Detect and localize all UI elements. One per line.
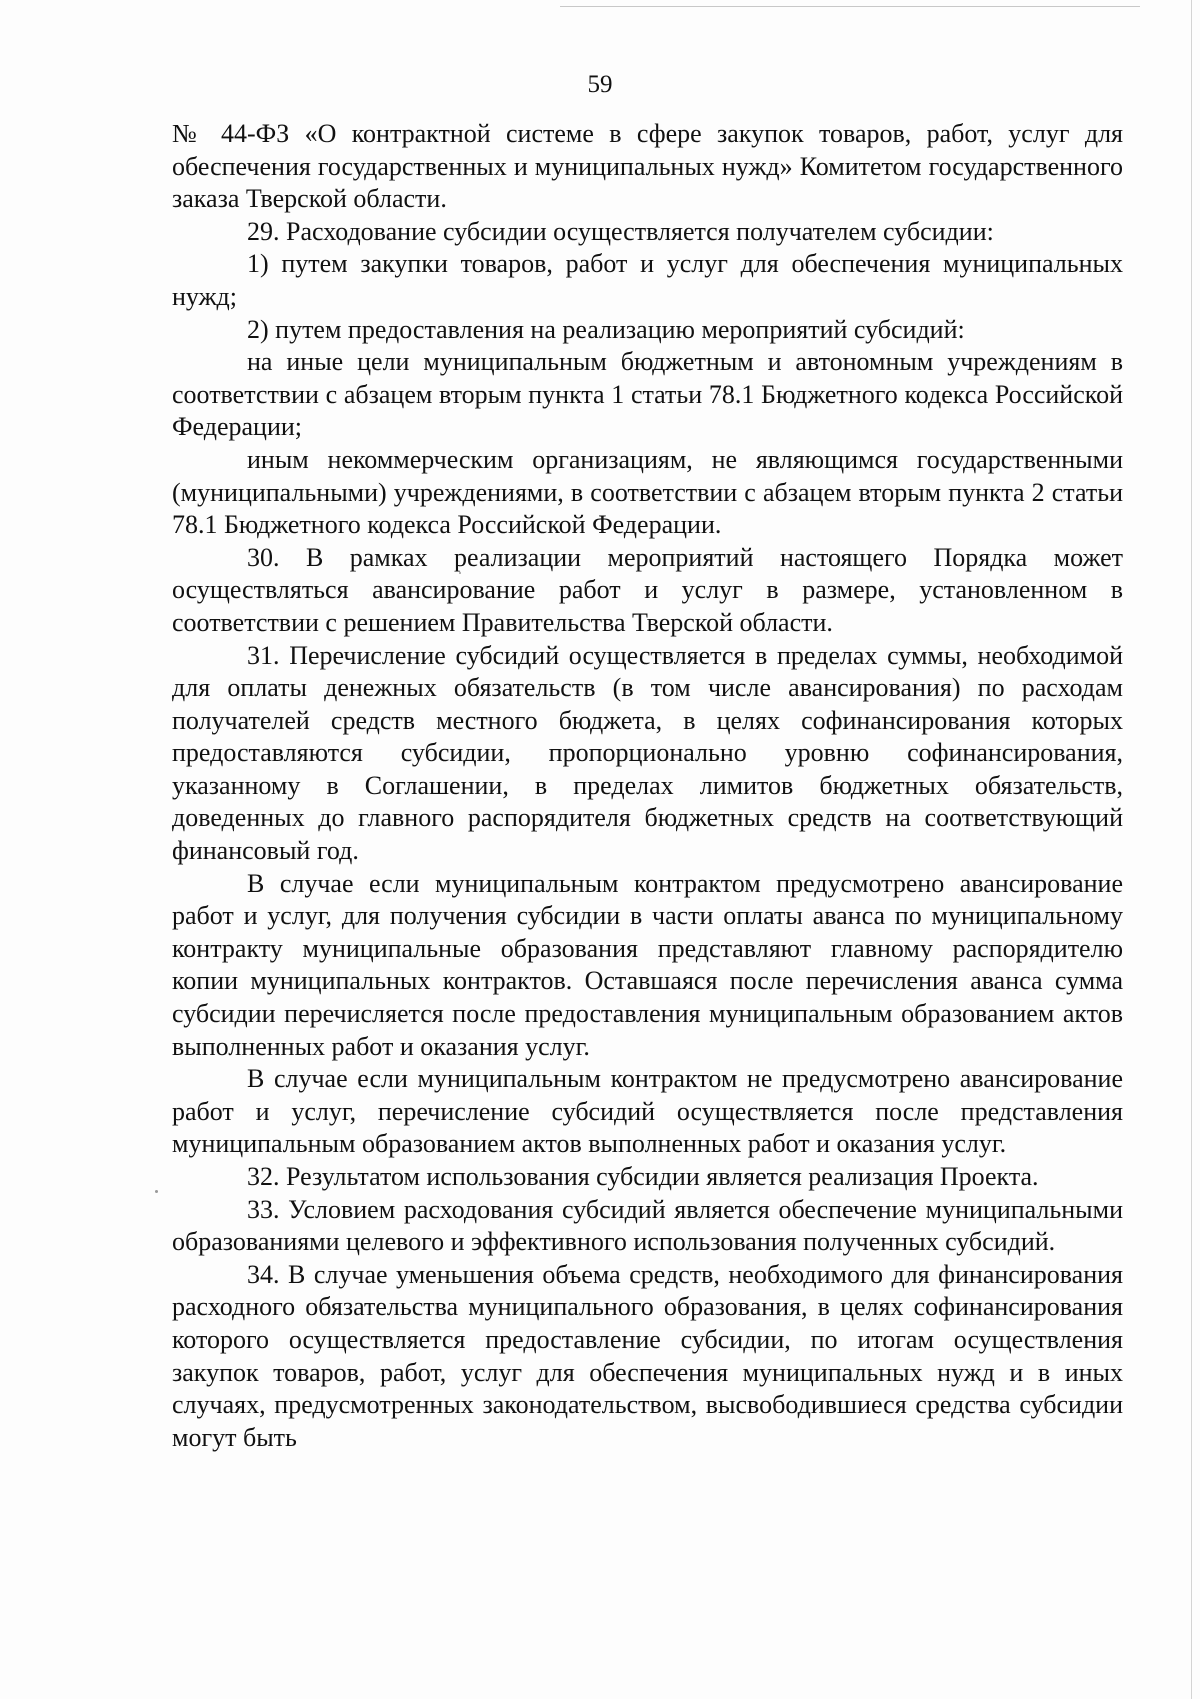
paragraph-29-item-2: 2) путем предоставления на реализацию мероприятий субсидий: [247, 314, 965, 344]
paragraph-34: 34. В случае уменьшения объема средств, необходимого для финансирования расходного обязательства муниципального образования, в целях софинансирования которого осуществляется предоставление субсидии, по итогам осуществления закупок товаров, работ, услуг для обеспечения муниципальных нужд и в иных случаях, предусмотренных законодательством, высвободившиеся средства субсидии могут быть [172, 1259, 1123, 1452]
page-number: 59 [587, 71, 613, 98]
paragraph-30: 30. В рамках реализации мероприятий настоящего Порядка может осуществляться авансирование работ и услуг в размере, установленном в соответствии с решением Правительства Тверской области. [172, 542, 1123, 637]
paragraph-33: 33. Условием расходования субсидий является обеспечение муниципальными образованиями целевого и эффективного использования полученных субсидий. [172, 1194, 1123, 1257]
paragraph-29-item-2-nonprofits: иным некоммерческим организациям, не являющимся государственными (муниципальными) учреждениями, в соответствии с абзацем вторым пункта 2 статьи 78.1 Бюджетного кодекса Российской Федерации. [172, 444, 1123, 540]
paragraph-31-advance-case: В случае если муниципальным контрактом предусмотрено авансирование работ и услуг, для получения субсидии в части оплаты аванса по муниципальному контракту муниципальные образования представляют главному распорядителю копии муниципальных контрактов. Оставшаяся после перечисления аванса сумма субсидии перечисляется после предоставления муниципальным образованием актов выполненных работ и оказания услуг. [172, 868, 1123, 1061]
scan-edge-top [560, 6, 1140, 7]
scan-speck [155, 1190, 158, 1193]
paragraph-31-no-advance-case: В случае если муниципальным контрактом не предусмотрено авансирование работ и услуг, перечисление субсидий осуществляется после представления муниципальным образованием актов выполненных работ и оказания услуг. [172, 1064, 1123, 1159]
scan-edge-right [1191, 0, 1192, 1699]
paragraph-29-item-2-budget-institutions: на иные цели муниципальным бюджетным и автономным учреждениям в соответствии с абзацем вторым пункта 1 статьи 78.1 Бюджетного кодекса Российской Федерации; [172, 347, 1123, 442]
paragraph-29: 29. Расходование субсидии осуществляется получателем субсидии: [247, 216, 994, 246]
paragraph-32: 32. Результатом использования субсидии является реализация Проекта. [247, 1162, 1039, 1191]
document-body [172, 118, 1123, 1454]
paragraph-law-reference: № 44-ФЗ «О контрактной системе в сфере закупок товаров, работ, услуг для обеспечения государственных и муниципальных нужд» Комитетом государственного заказа Тверской области. [172, 119, 1123, 214]
paragraph-31: 31. Перечисление субсидий осуществляется в пределах суммы, необходимой для оплаты денежных обязательств (в том числе авансирования) по расходам получателей средств местного бюджета, в целях софинансирования которых предоставляются субсидии, пропорционально уровню софинансирования, указанному в Соглашении, в пределах лимитов бюджетных обязательств, доведенных до главного распорядителя бюджетных средств на соответствующий финансовый год. [172, 640, 1123, 866]
paragraph-29-item-1: 1) путем закупки товаров, работ и услуг для обеспечения муниципальных нужд; [172, 249, 1123, 311]
